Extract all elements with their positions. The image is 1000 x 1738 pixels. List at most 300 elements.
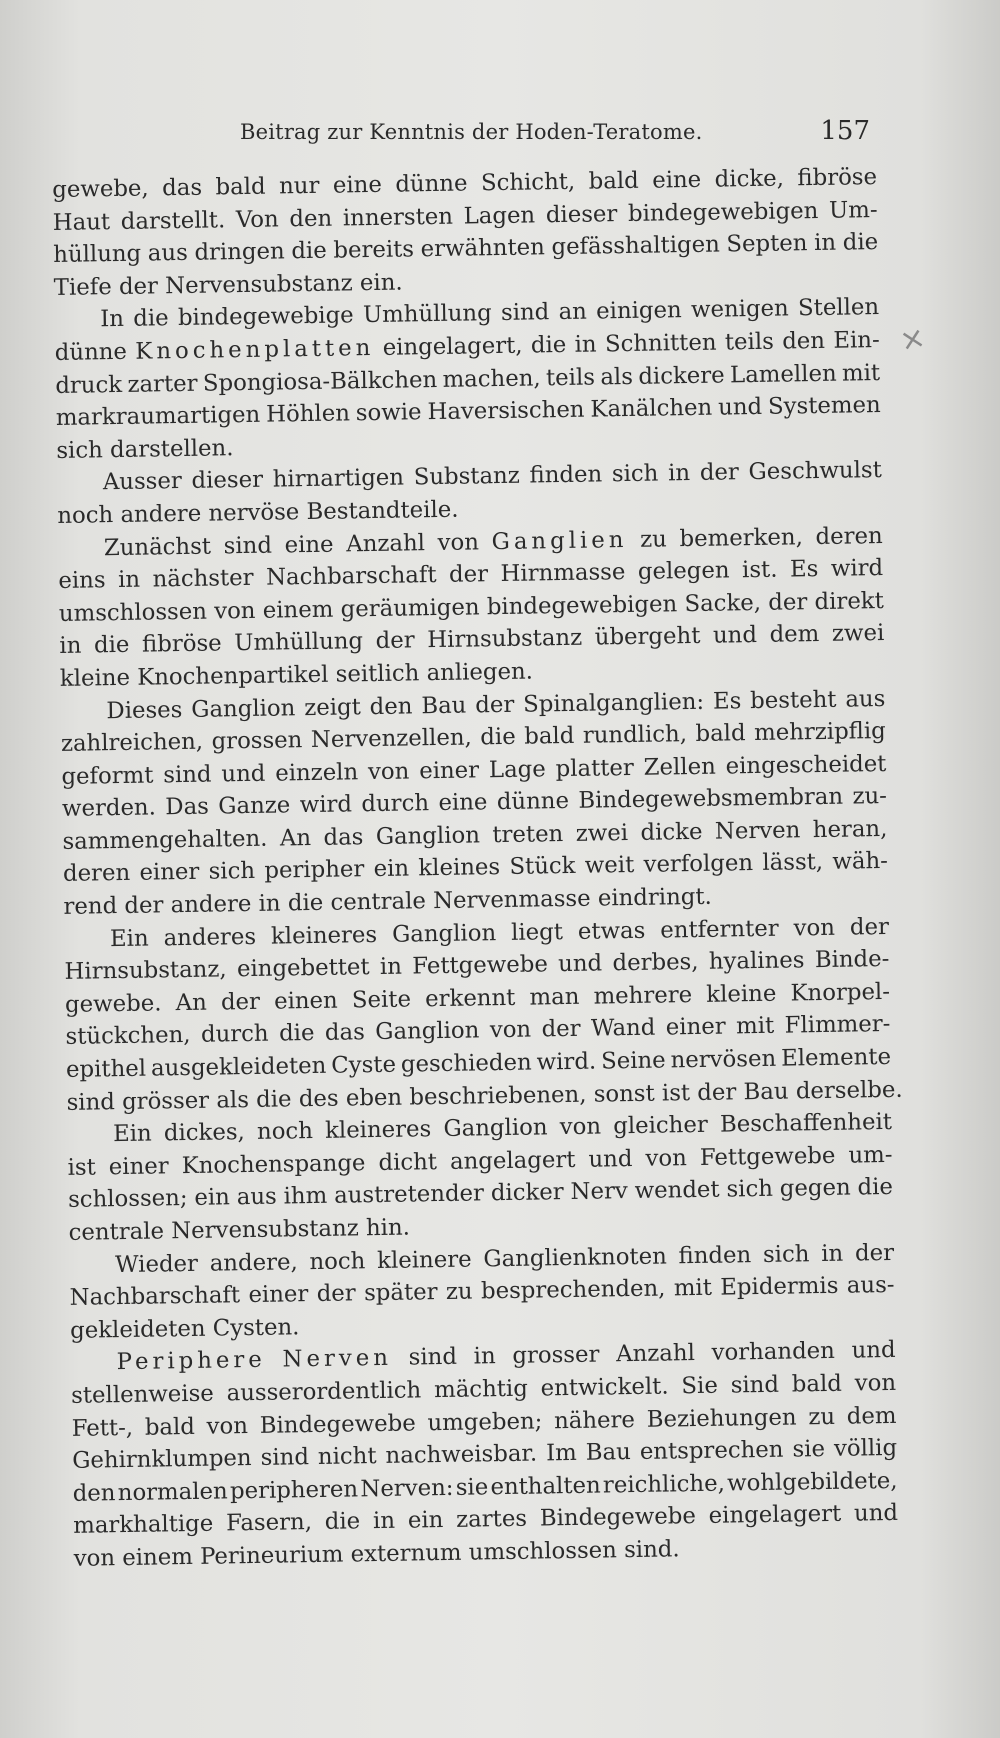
word: dünne [54, 338, 128, 366]
word: bereits [333, 236, 415, 264]
word: umschlossen [58, 598, 208, 627]
word: fibröse [797, 164, 878, 192]
word: der [118, 273, 159, 300]
word: der [124, 892, 164, 920]
word: grösser [121, 1087, 210, 1115]
word: bald [144, 1413, 196, 1441]
word: eins [58, 567, 106, 595]
word: Umhüllung [234, 628, 364, 657]
word: Nachbarschaft [265, 562, 437, 591]
word: kleine [706, 980, 777, 1008]
word: mit [673, 1274, 713, 1302]
word: kleines [418, 854, 501, 882]
word: grosser [512, 1341, 600, 1370]
word: einen [273, 987, 338, 1015]
word: Geschwulst [748, 457, 882, 486]
word: die [133, 305, 169, 333]
word: der [541, 1016, 581, 1043]
word: direkt [814, 587, 884, 615]
word: zu [808, 1403, 836, 1430]
word: Seine [600, 1047, 666, 1075]
word: Spongiosa-Bälkchen [202, 366, 438, 397]
word: geschieden [400, 1049, 532, 1078]
word: Ganglion [191, 694, 296, 723]
word: des [298, 1085, 339, 1112]
word: noch [309, 1247, 366, 1275]
word: zu [445, 1278, 473, 1306]
word: darstellt. [120, 206, 226, 235]
word: noch [57, 502, 114, 529]
word: teils [545, 364, 596, 391]
word: eingelagert, [382, 332, 523, 361]
word: der [854, 1239, 895, 1267]
word: kleineres [324, 1116, 432, 1145]
word: einer [139, 859, 200, 887]
word: sind [223, 532, 273, 559]
word: entfernter [660, 915, 779, 944]
word: einer [419, 757, 480, 784]
word: einer [108, 1153, 169, 1181]
word: mit [841, 359, 881, 387]
word: Wieder [114, 1250, 199, 1278]
word: eingescheidet [725, 750, 887, 780]
word: wird. [536, 1048, 597, 1076]
word: normalen [117, 1478, 228, 1506]
word: andere, [209, 1248, 298, 1277]
word: sind [408, 1344, 458, 1371]
word: dünne [496, 788, 570, 816]
word: sowie [355, 399, 422, 427]
word: bald [524, 722, 575, 750]
word: geformt [61, 762, 154, 790]
word: entsprechen [639, 1436, 784, 1466]
word: und [588, 1145, 633, 1173]
word: Nerv [570, 1178, 628, 1206]
word: und [221, 760, 266, 788]
word: markraumartigen [55, 401, 261, 432]
word: Schicht, [480, 168, 576, 197]
word: Ein- [833, 326, 880, 354]
word: Höhlen [265, 400, 351, 428]
word: nervöse [208, 499, 300, 527]
word: Binde- [814, 946, 890, 974]
word: von [559, 1113, 602, 1141]
body-text [52, 161, 903, 1575]
word: dicht [378, 1148, 438, 1176]
word: zu- [852, 783, 888, 810]
word: centrale [68, 1218, 165, 1246]
word: vorhanden [711, 1338, 836, 1367]
word: zeigt [304, 693, 361, 721]
word: darstellen. [109, 434, 234, 463]
word: Cyste [331, 1051, 397, 1079]
word: Ein [109, 925, 149, 952]
word: bald [588, 167, 639, 195]
word: markhaltige [73, 1510, 214, 1540]
word: eine [438, 789, 488, 817]
word: andere [120, 500, 202, 528]
word: Lage [488, 756, 546, 783]
word: in [379, 953, 403, 981]
word: Das [165, 793, 210, 821]
word: nur [278, 172, 320, 200]
word: der [768, 588, 808, 616]
word: Ausser [102, 468, 182, 496]
word: später [363, 1279, 438, 1307]
word: man [529, 983, 580, 1011]
word: die [287, 889, 324, 917]
word: eben [345, 1084, 403, 1112]
word: erwähnten [420, 234, 546, 263]
word: dicke [640, 818, 703, 846]
word: zahlreichen, [60, 728, 204, 758]
word: aus [236, 1184, 277, 1211]
word: sich [726, 1176, 774, 1203]
word: gewebe. [64, 990, 162, 1018]
word: ein [407, 1507, 444, 1534]
word: liegt [510, 918, 564, 946]
word: wohlgebildete, [726, 1467, 898, 1497]
word: Um- [828, 196, 878, 224]
word: sind [730, 1371, 780, 1399]
word: Ganglienknoten [483, 1243, 667, 1272]
word: enthalten [490, 1472, 601, 1501]
word: völlig [833, 1435, 898, 1463]
word: von [206, 1412, 249, 1440]
word: ist [67, 1154, 96, 1181]
word: hin. [365, 1214, 411, 1242]
word: der [316, 1280, 356, 1308]
word: ausserordentlich [226, 1377, 422, 1407]
word: in [258, 890, 281, 917]
word: Gehirnklumpen [72, 1445, 252, 1474]
word: wird [299, 791, 353, 819]
word: gelegen [637, 557, 730, 585]
word: zu [639, 525, 668, 553]
word: dickes, [163, 1119, 246, 1147]
word: kleineres [270, 921, 378, 950]
word: einigen [595, 297, 682, 325]
word: eine [284, 531, 334, 558]
word: Tiefe [53, 273, 112, 301]
word: reichliche, [602, 1470, 726, 1499]
word: dicker [490, 1179, 564, 1207]
word: Nerven: [360, 1474, 454, 1503]
word: grossen [211, 727, 303, 755]
word: Umhüllung [362, 300, 492, 329]
word: mächtig [433, 1375, 529, 1404]
pencil-margin-mark: × [896, 319, 929, 360]
word: sind [500, 299, 550, 327]
word: entwickelt. [540, 1373, 669, 1402]
word: hirnartigen [272, 464, 405, 493]
word: Ganglien [491, 526, 628, 555]
word: von [645, 1144, 688, 1172]
word: erkennt [424, 984, 516, 1013]
word: eingelagert [708, 1501, 842, 1530]
word: die [480, 723, 516, 751]
word: Nerven [714, 817, 801, 845]
word: die [278, 1020, 315, 1047]
word: sammengehalten. [62, 825, 268, 855]
word: verfolgen [643, 850, 754, 879]
word: austretender [333, 1180, 485, 1210]
word: Wand [590, 1015, 656, 1043]
word: peripheren [229, 1476, 359, 1505]
word: derselbe. [795, 1076, 903, 1105]
word: Bau [421, 692, 467, 719]
word: anderes [163, 923, 257, 951]
word: Seite [351, 986, 412, 1014]
word: Ganze [218, 792, 291, 820]
page-header [240, 116, 870, 152]
word: gefässhaltigen [551, 231, 720, 261]
word: Systemen [767, 392, 881, 420]
word: Knochenplatten [135, 334, 375, 365]
word: ausgekleideten [150, 1052, 327, 1082]
word: Dieses [106, 696, 183, 724]
word: Bestandteile. [306, 496, 459, 525]
word: einem [122, 1543, 194, 1572]
word: Schnitten [604, 329, 717, 358]
word: Nervensubstanz [164, 270, 353, 300]
word: der [220, 988, 261, 1016]
word: Fett-, [71, 1414, 134, 1442]
word: Anzahl [346, 529, 426, 557]
word: hyalines [708, 947, 805, 976]
word: und [851, 1337, 896, 1364]
word: um- [848, 1141, 893, 1169]
word: von [793, 914, 836, 942]
word: aus [845, 685, 886, 713]
word: durch [361, 790, 430, 818]
word: fibröse [141, 630, 222, 658]
word: Knochenpartikel [137, 661, 329, 691]
word: umgeben; [427, 1408, 543, 1436]
word: Substanz [413, 463, 520, 491]
word: bald [791, 1370, 843, 1398]
word: sich [208, 858, 256, 886]
word: Stellen [797, 294, 880, 322]
word: bald [215, 173, 266, 201]
word: ein [194, 1184, 231, 1212]
word: einer [665, 1013, 726, 1041]
word: die [842, 229, 879, 256]
word: sich [762, 1240, 810, 1268]
word: Cysten. [212, 1314, 300, 1342]
word: kleine [59, 664, 131, 692]
word: Bindegewebe [259, 1410, 416, 1439]
word: machen, [442, 364, 541, 393]
word: andere [170, 891, 252, 919]
word: in [821, 1240, 844, 1267]
word: treten [492, 820, 564, 849]
word: bindegewebige [177, 302, 354, 332]
word: ist [661, 1079, 691, 1107]
word: den [782, 327, 826, 355]
word: Hirnsubstanz, [64, 956, 227, 986]
word: Es [789, 556, 819, 583]
word: derbes, [612, 949, 699, 977]
word: Nervenzellen, [310, 724, 472, 754]
word: ist. [741, 556, 778, 584]
word: finden [529, 461, 603, 489]
word: peripher [264, 856, 365, 885]
word: Nachbarschaft [69, 1282, 241, 1312]
word: der [375, 627, 415, 655]
word: Fettgewebe [699, 1142, 836, 1171]
word: stückchen, [65, 1022, 191, 1051]
word: dicke, [714, 165, 785, 193]
word: stellenweise [70, 1380, 214, 1409]
word: seitlich [335, 660, 420, 688]
word: Bau [585, 1439, 632, 1466]
word: platter [555, 754, 635, 782]
word: schlossen; [67, 1185, 188, 1214]
word: weit [584, 852, 635, 880]
word: dieser [191, 467, 264, 495]
word: dünne [395, 170, 468, 198]
word: beschriebenen, [409, 1081, 587, 1111]
word: Septen [726, 230, 808, 258]
word: Von [235, 206, 279, 233]
word: Bindegewebe [539, 1503, 697, 1532]
word: teils [724, 328, 775, 356]
word: Zellen [643, 753, 716, 781]
word: sie [792, 1436, 826, 1463]
word: Bindegewebsmembran [578, 783, 844, 815]
word: geräumigen [340, 594, 480, 623]
word: und [717, 394, 763, 421]
word: aus [147, 240, 189, 267]
word: den [289, 205, 333, 232]
word: ein [373, 855, 410, 883]
word: und [853, 1500, 899, 1527]
word: wäh- [832, 848, 889, 876]
word: An [175, 989, 207, 1017]
word: besprechenden, [480, 1275, 666, 1305]
word: die [291, 237, 327, 265]
word: die [324, 1508, 361, 1536]
word: und [712, 622, 758, 649]
word: Knochenspange [181, 1150, 366, 1179]
word: Fasern, [225, 1509, 313, 1537]
word: dieser [545, 200, 618, 228]
word: die [530, 331, 567, 359]
word: Nerven [282, 1345, 393, 1373]
word: zwei [831, 620, 885, 648]
word: rundlich, [582, 721, 688, 749]
word: Nervensubstanz [171, 1215, 359, 1245]
word: deren [62, 860, 131, 888]
word: von [437, 528, 480, 556]
word: werden. [61, 794, 157, 823]
word: mehrere [593, 981, 693, 1010]
word: das [324, 1019, 366, 1047]
word: Beschaffenheit [719, 1109, 893, 1138]
word: nähere [553, 1406, 636, 1434]
word: Im [545, 1440, 577, 1467]
word: sind [163, 761, 212, 789]
word: wenigen [690, 295, 789, 324]
word: Kanälchen [590, 394, 713, 423]
word: eine [332, 171, 383, 199]
word: mit [735, 1013, 775, 1040]
word: der [448, 561, 489, 588]
word: ihm [283, 1183, 328, 1210]
word: die [255, 1085, 292, 1113]
word: gegen [779, 1174, 851, 1203]
word: Sie [681, 1372, 719, 1400]
word: dickere [638, 362, 725, 390]
word: Hirnmasse [500, 559, 626, 588]
word: externum [350, 1539, 462, 1568]
word: noch [256, 1118, 314, 1146]
word: von [214, 597, 256, 625]
word: den [72, 1479, 116, 1507]
word: zwei [575, 819, 629, 847]
word: Elemente [780, 1043, 892, 1072]
word: in [667, 460, 691, 487]
word: finden [678, 1241, 752, 1269]
word: der [699, 459, 740, 487]
word: Zunächst [103, 533, 212, 561]
word: bindegewebigen [486, 590, 678, 620]
word: bindegewebigen [627, 197, 819, 227]
word: sonst [593, 1080, 655, 1108]
word: wird [830, 555, 884, 582]
word: in [372, 1508, 396, 1535]
word: An [279, 824, 312, 852]
word: zarter [127, 370, 198, 398]
word: in [117, 566, 141, 594]
word: gewebe, [52, 175, 149, 203]
word: von [854, 1369, 897, 1397]
word: in [59, 632, 82, 660]
word: Lagen [463, 202, 536, 230]
word: hüllung [53, 240, 142, 269]
word: gleicher [613, 1112, 708, 1140]
word: nächster [152, 565, 254, 593]
word: kleinere [376, 1246, 472, 1274]
word: dringen [194, 238, 285, 266]
word: Ganglion [391, 919, 497, 948]
word: von [367, 758, 410, 785]
word: ein. [359, 269, 403, 296]
word: Beziehungen [646, 1404, 797, 1433]
word: Lamellen [729, 360, 837, 388]
word: der [697, 1078, 737, 1106]
word: etwas [577, 917, 646, 945]
word: sind. [623, 1536, 680, 1564]
word: Ganglion [443, 1114, 548, 1143]
word: einem [262, 596, 334, 624]
word: einer [248, 1281, 309, 1309]
word: Periphere [116, 1347, 267, 1376]
word: Knorpel- [790, 978, 891, 1007]
word: heran, [812, 815, 888, 844]
word: eingebettet [236, 954, 370, 983]
word: sind [260, 1444, 310, 1472]
word: als [216, 1086, 250, 1114]
word: zartes [455, 1506, 528, 1534]
word: In [100, 306, 125, 333]
word: Haut [52, 208, 111, 236]
running-title: Beitrag zur Kenntnis der Hoden-Teratome. [240, 120, 703, 144]
word: druck [55, 371, 123, 399]
word: wendet [634, 1177, 720, 1205]
word: Perineurium [199, 1541, 344, 1570]
